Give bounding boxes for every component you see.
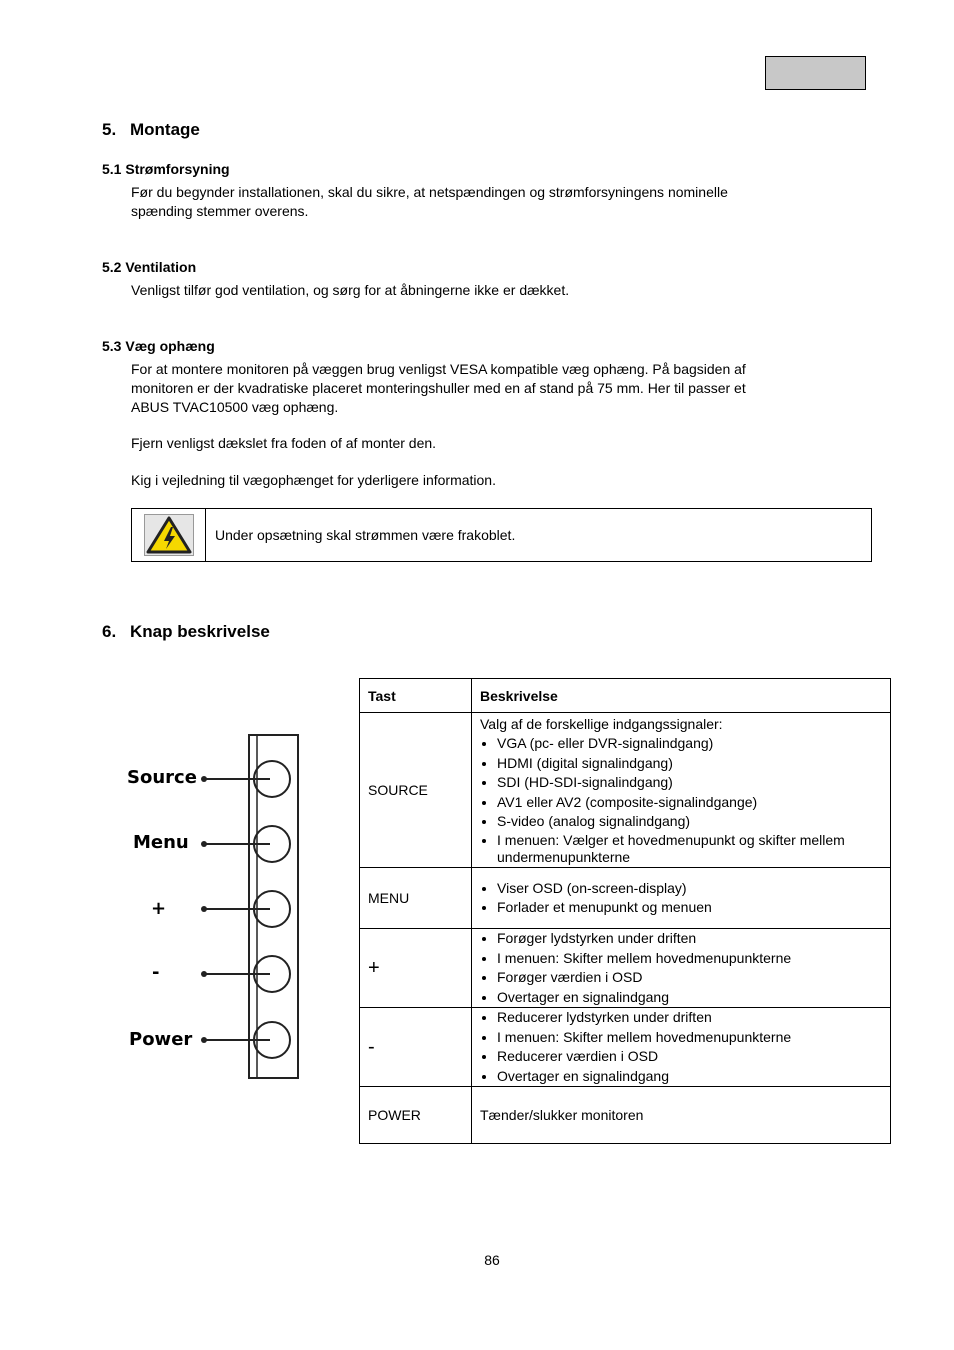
- table-header-row: [360, 679, 891, 713]
- text-line: ABUS TVAC10500 væg ophæng.: [131, 399, 339, 415]
- warning-text: Under opsætning skal strømmen være frakoblet.: [215, 527, 516, 543]
- list-item: • HDMI (digital signalindgang): [497, 754, 882, 774]
- list-item: • I menuen: Skifter mellem hovedmenupunkterne: [497, 949, 882, 969]
- text-line: spænding stemmer overens.: [131, 203, 309, 219]
- subsection-5-1-heading: 5.1 Strømforsyning: [102, 161, 230, 177]
- section-5-heading: [102, 120, 200, 140]
- subsection-5-1-text: [131, 183, 728, 221]
- key-cell: POWER: [360, 1087, 472, 1144]
- table-row-source: [360, 713, 891, 868]
- description-cell: [472, 929, 891, 1008]
- warning-icon-cell: [132, 509, 206, 561]
- subsection-5-2-heading: 5.2 Ventilation: [102, 259, 197, 275]
- description-cell: [472, 713, 891, 868]
- key-cell: -: [360, 1008, 472, 1087]
- description-cell: [472, 868, 891, 929]
- description-intro: Valg af de forskellige indgangssignaler:: [480, 715, 723, 732]
- key-cell: SOURCE: [360, 713, 472, 868]
- description-cell: Tænder/slukker monitoren: [472, 1087, 891, 1144]
- table-row-minus: [360, 1008, 891, 1087]
- list-item: • Reducerer lydstyrken under driften: [497, 1008, 882, 1028]
- high-voltage-warning-icon: [144, 514, 194, 556]
- subsection-5-3-para2: Fjern venligst dækslet fra foden of af monter den.: [131, 435, 437, 451]
- header-key: Tast: [360, 679, 472, 713]
- panel-label-plus: +: [151, 898, 167, 919]
- section-title: Knap beskrivelse: [130, 622, 270, 641]
- text-line: For at montere monitoren på væggen brug venligst VESA kompatible væg ophæng. På bagsiden af: [131, 361, 746, 377]
- section-title: Montage: [130, 120, 200, 139]
- list-item: • SDI (HD-SDI-signalindgang): [497, 773, 882, 793]
- description-cell: [472, 1008, 891, 1087]
- section-number: 5.: [102, 120, 117, 139]
- panel-label-source: Source: [127, 767, 197, 788]
- list-item: • Viser OSD (on-screen-display): [497, 879, 882, 899]
- header-description: Beskrivelse: [472, 679, 891, 713]
- table-row-power: [360, 1087, 891, 1144]
- list-item: • Forlader et menupunkt og menuen: [497, 898, 882, 918]
- section-6-heading: [102, 622, 270, 642]
- subsection-5-3-heading: 5.3 Væg ophæng: [102, 338, 215, 354]
- list-item: • Overtager en signalindgang: [497, 1067, 882, 1087]
- description-list: [480, 879, 882, 918]
- list-item: • S-video (analog signalindgang): [497, 812, 882, 832]
- key-cell: +: [360, 929, 472, 1008]
- panel-label-menu: Menu: [133, 832, 189, 853]
- panel-label-power: Power: [129, 1029, 193, 1050]
- description-list: [480, 1008, 882, 1086]
- text-line: Før du begynder installationen, skal du sikre, at netspændingen og strømforsyningens nominelle: [131, 184, 728, 200]
- list-item: • I menuen: Skifter mellem hovedmenupunkterne: [497, 1028, 882, 1048]
- page-number: 86: [484, 1252, 500, 1268]
- table-row-menu: [360, 868, 891, 929]
- list-item: • Reducerer værdien i OSD: [497, 1047, 882, 1067]
- list-item: • Overtager en signalindgang: [497, 988, 882, 1008]
- section-number: 6.: [102, 622, 117, 641]
- key-description-table: [359, 678, 891, 1144]
- language-tab: [765, 56, 866, 90]
- subsection-5-2-text: Venligst tilfør god ventilation, og sørg for at åbningerne ikke er dækket.: [131, 282, 570, 298]
- panel-label-minus: -: [152, 962, 160, 983]
- list-item: • Forøger lydstyrken under driften: [497, 929, 882, 949]
- key-cell: MENU: [360, 868, 472, 929]
- button-panel-illustration: [120, 730, 310, 1085]
- list-item: • AV1 eller AV2 (composite-signalindgange): [497, 793, 882, 813]
- subsection-5-3-para3: Kig i vejledning til vægophænget for yderligere information.: [131, 472, 496, 488]
- list-item: • Forøger værdien i OSD: [497, 968, 882, 988]
- table-row-plus: [360, 929, 891, 1008]
- list-item: • I menuen: Vælger et hovedmenupunkt og skifter mellem undermenupunkterne: [497, 832, 882, 866]
- warning-box: [131, 508, 872, 562]
- subsection-5-3-text: [131, 360, 746, 417]
- description-list: [480, 929, 882, 1007]
- description-list: [480, 734, 882, 866]
- text-line: monitoren er der kvadratiske placeret monteringshuller med en af stand på 75 mm. Her til passer et: [131, 380, 746, 396]
- list-item: • VGA (pc- eller DVR-signalindgang): [497, 734, 882, 754]
